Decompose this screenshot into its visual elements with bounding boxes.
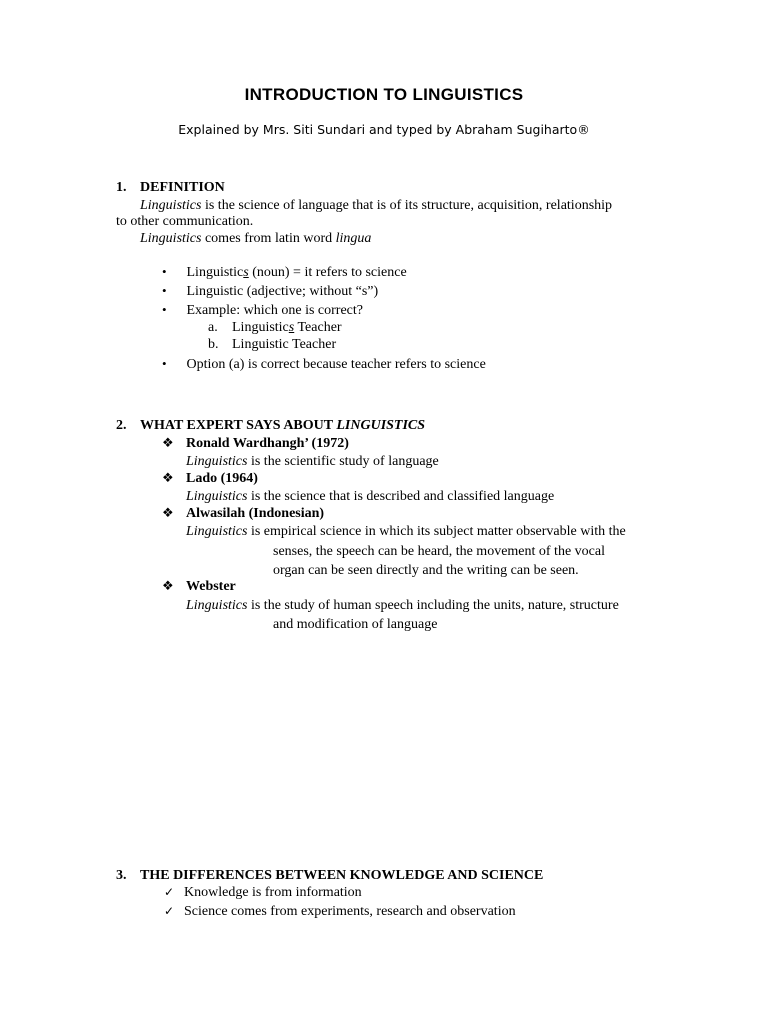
section-1-title: DEFINITION	[140, 180, 225, 195]
definition-paragraph-line1: Linguistics is the science of language that is of its structure, acquisition, relationship	[140, 198, 613, 213]
diamond-bullet-icon: ❖	[162, 436, 174, 451]
list-item: • Linguistics (noun) = it refers to science	[162, 264, 407, 280]
expert-definition: Linguistics is empirical science in which its subject matter observable with the	[186, 524, 626, 539]
sub-list-item-b: b. Linguistic Teacher	[208, 337, 337, 352]
checkmark-icon: ✓	[164, 885, 175, 899]
expert-definition-continued: organ can be seen directly and the writing can be seen.	[273, 563, 579, 578]
expert-name: ❖ Webster	[162, 579, 236, 594]
diamond-bullet-icon: ❖	[162, 579, 174, 594]
section-2-heading: 2. WHAT EXPERT SAYS ABOUT LINGUISTICS	[116, 418, 426, 433]
expert-name: ❖ Alwasilah (Indonesian)	[162, 506, 325, 521]
section-3-number: 3.	[116, 868, 127, 883]
bullet-dot-icon: •	[162, 356, 167, 371]
list-item: ✓ Knowledge is from information	[164, 885, 362, 900]
expert-definition-continued: and modification of language	[273, 617, 438, 632]
list-item: ✓ Science comes from experiments, research and observation	[164, 904, 516, 919]
expert-definition-continued: senses, the speech can be heard, the movement of the vocal	[273, 544, 605, 559]
section-2-number: 2.	[116, 418, 127, 433]
bullet-dot-icon: •	[162, 302, 167, 317]
expert-name: ❖ Ronald Wardhangh’ (1972)	[162, 436, 349, 451]
expert-definition: Linguistics is the study of human speech including the units, nature, structure	[186, 598, 619, 613]
expert-definition: Linguistics is the science that is described and classified language	[186, 489, 555, 504]
definition-term: Linguistics	[140, 198, 202, 213]
bullet-dot-icon: •	[162, 264, 167, 279]
expert-name: ❖ Lado (1964)	[162, 471, 258, 486]
etymology-paragraph: Linguistics comes from latin word lingua	[140, 231, 372, 246]
section-1-number: 1.	[116, 180, 127, 195]
list-item: • Example: which one is correct?	[162, 302, 363, 318]
section-1-heading	[116, 179, 225, 196]
diamond-bullet-icon: ❖	[162, 471, 174, 486]
list-item: • Linguistic (adjective; without “s”)	[162, 283, 379, 299]
bullet-dot-icon: •	[162, 283, 167, 298]
sub-list-item-a: a. Linguistics Teacher	[208, 320, 342, 335]
expert-definition: Linguistics is the scientific study of language	[186, 454, 439, 469]
document-subtitle: Explained by Mrs. Siti Sundari and typed by Abraham Sugiharto®	[178, 122, 590, 137]
latin-word: lingua	[335, 231, 372, 246]
checkmark-icon: ✓	[164, 904, 175, 918]
definition-paragraph-line2: to other communication.	[116, 214, 254, 229]
list-item: • Option (a) is correct because teacher refers to science	[162, 356, 486, 372]
diamond-bullet-icon: ❖	[162, 506, 174, 521]
section-3-heading: 3. THE DIFFERENCES BETWEEN KNOWLEDGE AND SCIENCE	[116, 868, 544, 883]
document-title: INTRODUCTION TO LINGUISTICS	[244, 85, 524, 104]
